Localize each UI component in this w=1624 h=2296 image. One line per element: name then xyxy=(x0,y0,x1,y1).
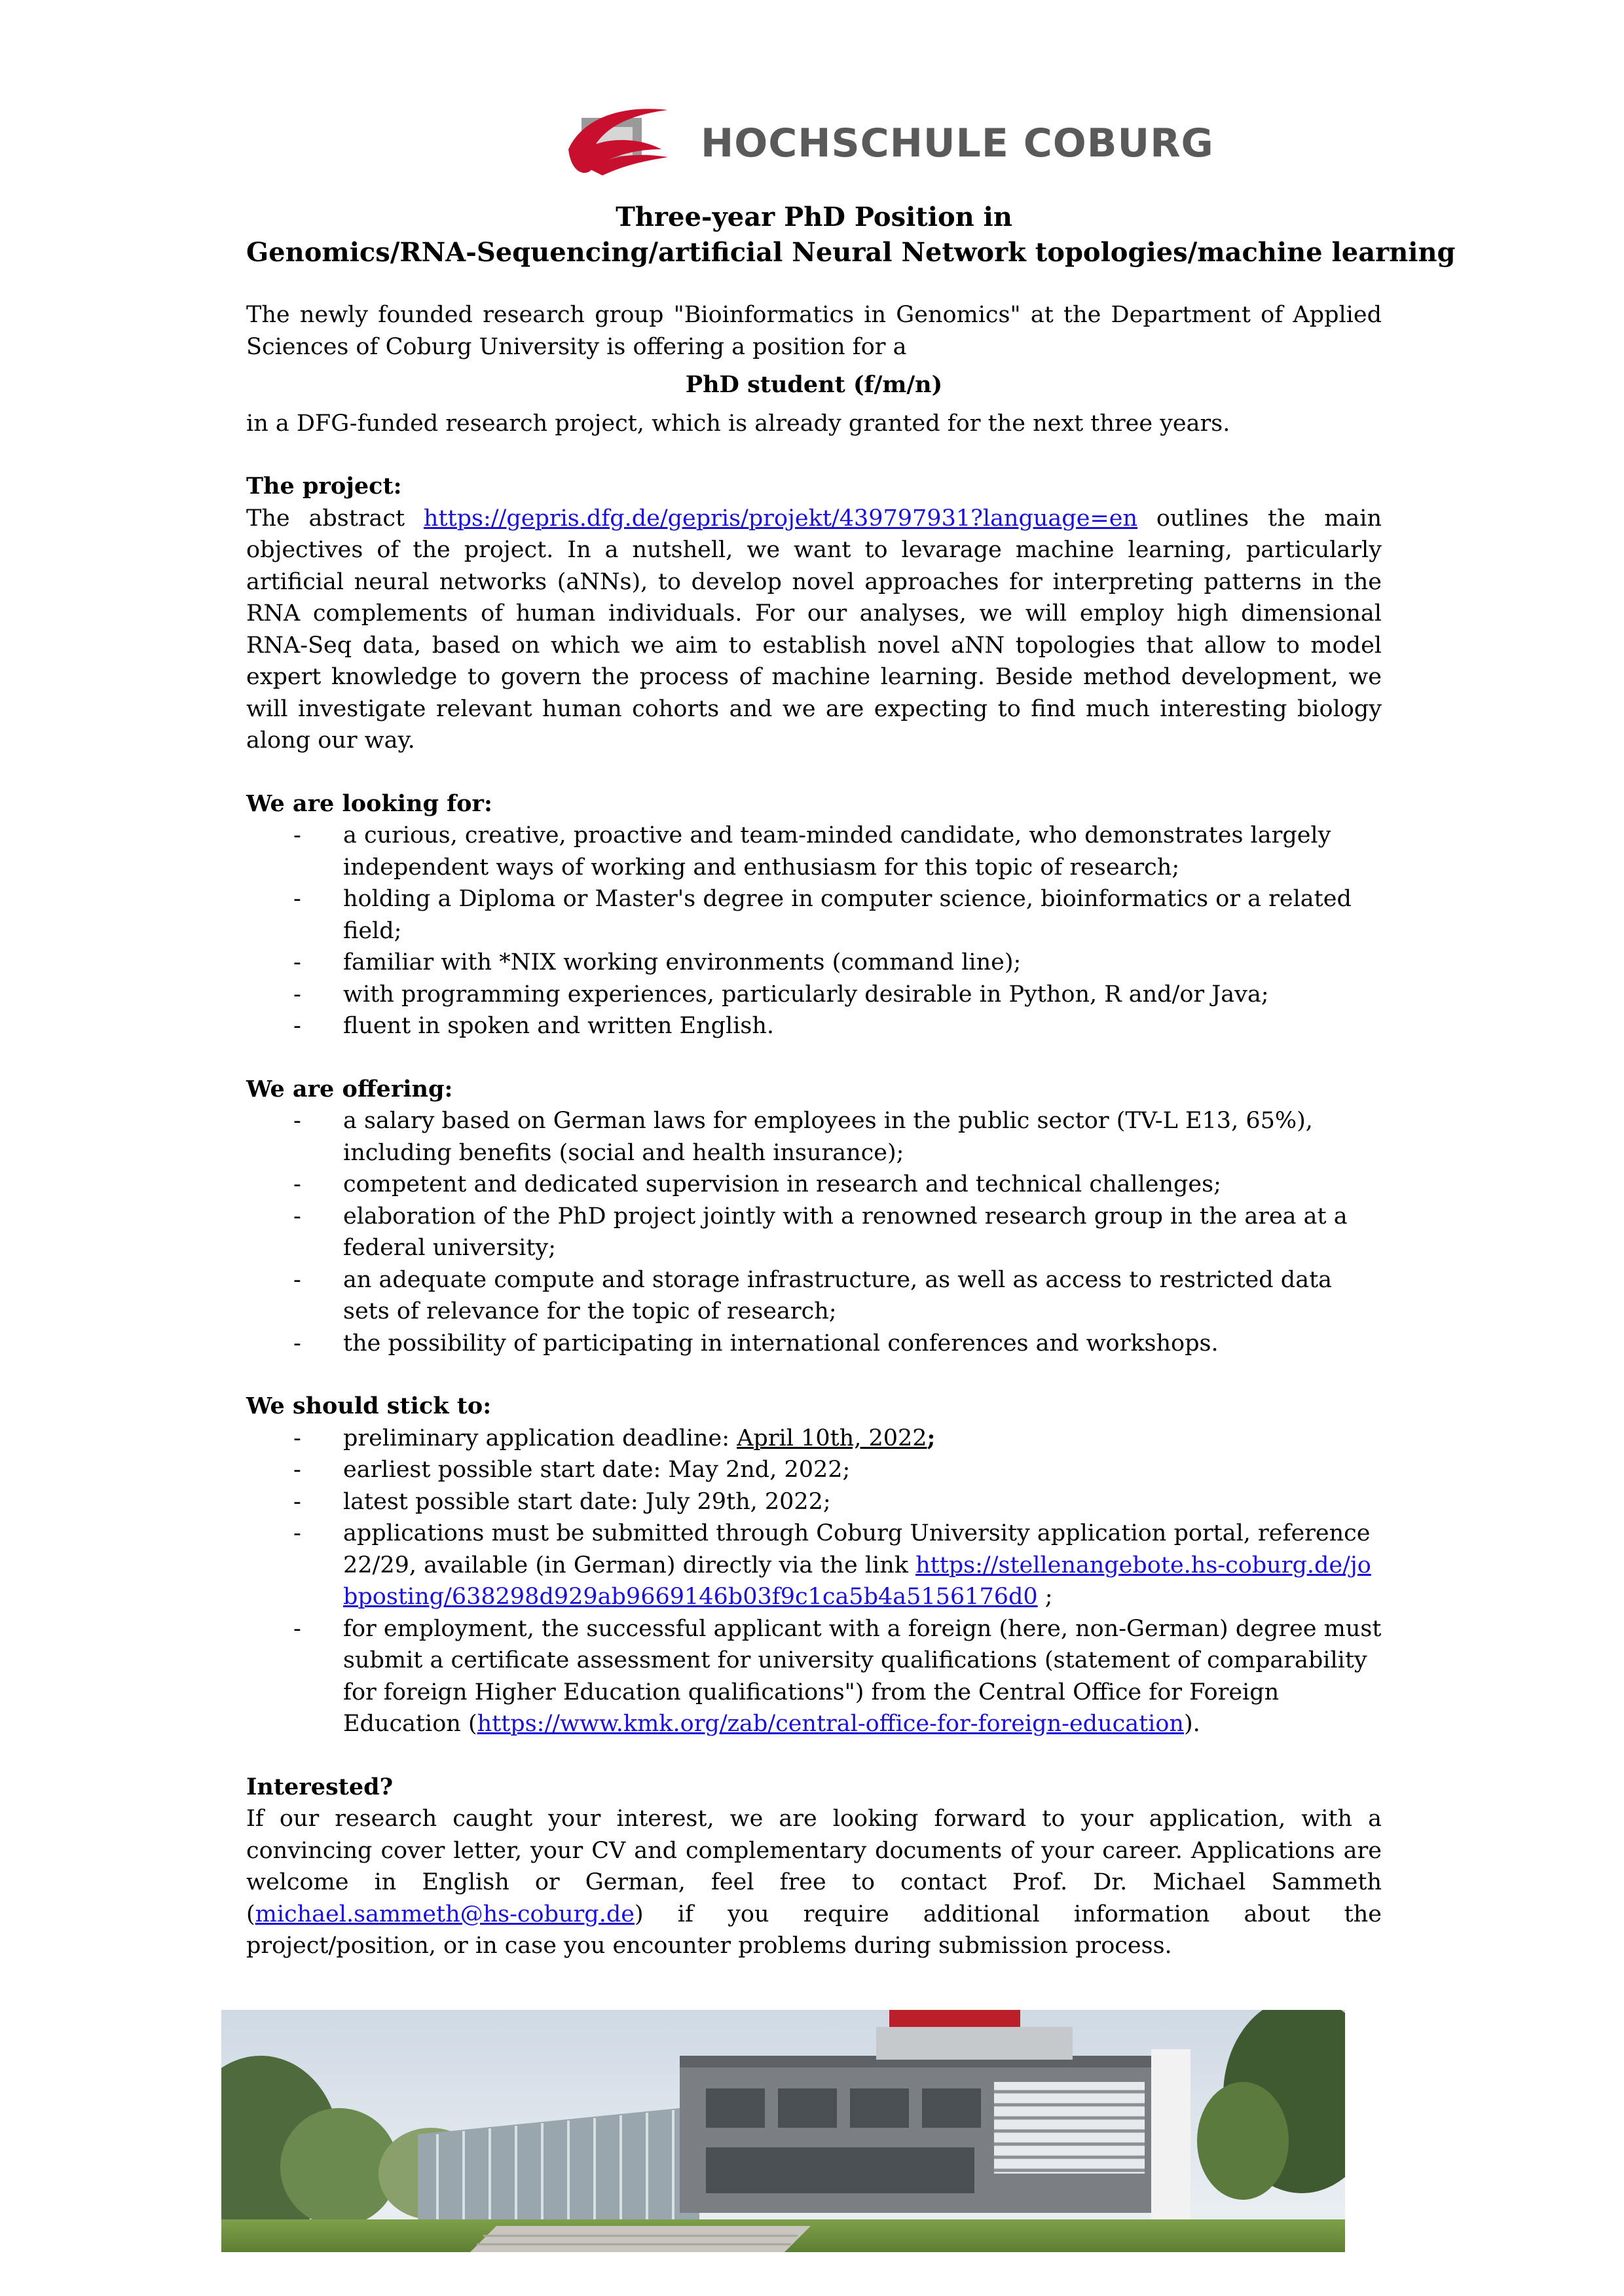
main-content xyxy=(246,200,1456,1962)
list-item: - with programming experiences, particularly desirable in Python, R and/or Java; xyxy=(246,979,1382,1011)
dash-bullet: - xyxy=(293,886,301,912)
dash-bullet: - xyxy=(293,1457,301,1483)
project-paragraph xyxy=(246,503,1382,757)
dash-bullet: - xyxy=(293,1013,301,1039)
logo-text: HOCHSCHULE COBURG xyxy=(701,120,1214,166)
dash-bullet: - xyxy=(293,981,301,1008)
dash-bullet: - xyxy=(293,1266,301,1293)
looking-heading: We are looking for: xyxy=(246,790,492,817)
application-portal-link[interactable]: https://stellenangebote.hs-coburg.de/jobposting/638298d929ab9669146b03f9c1ca5b4a5156176d0 xyxy=(343,1552,1371,1610)
dash-bullet: - xyxy=(293,949,301,975)
stick-heading: We should stick to: xyxy=(246,1393,492,1419)
title-line-1: Three-year PhD Position in xyxy=(616,202,1012,232)
zab-link[interactable]: https://www.kmk.org/zab/central-office-for-foreign-education xyxy=(477,1711,1184,1737)
list-item: - preliminary application deadline: April 10th, 2022; xyxy=(246,1423,1382,1455)
list-item: - familiar with *NIX working environments (command line); xyxy=(246,947,1382,979)
list-item: - a curious, creative, proactive and team-minded candidate, who demonstrates largely independent ways of working and enthusiasm for this topic of research; xyxy=(246,820,1382,883)
project-heading: The project: xyxy=(246,473,402,500)
list-item: - latest possible start date: July 29th, 2022; xyxy=(246,1486,1382,1518)
dash-bullet: - xyxy=(293,822,301,848)
interested-paragraph: If our research caught your interest, we are looking forward to your application, with a convincing cover letter, your CV and complementary documents of your career. Applications are welcome in English or German, feel free to contact Prof. Dr. Michael Sammeth (michael.sammeth@hs-coburg.de) if you require additional information about the project/position, or in case you encounter problems during submission process. xyxy=(246,1806,1382,1959)
list-item: - applications must be submitted through Coburg University application portal, reference 22/29, available (in German) directly via the link https://stellenangebote.hs-coburg.de/jobposting/638298d929ab9669146b03f9c1ca5b4a5156176d0 ; xyxy=(246,1518,1382,1613)
list-item: - competent and dedicated supervision in research and technical challenges; xyxy=(246,1169,1382,1201)
dash-bullet: - xyxy=(293,1171,301,1197)
campus-building-image xyxy=(221,2010,1345,2252)
offering-list xyxy=(246,1105,1382,1359)
title-line-2: Genomics/RNA-Sequencing/artificial Neural Network topologies/machine learning xyxy=(246,237,1456,268)
dash-bullet: - xyxy=(293,1615,301,1642)
logo-mark-icon xyxy=(563,98,694,180)
deadline-date: April 10th, 2022 xyxy=(737,1425,927,1451)
list-item: - fluent in spoken and written English. xyxy=(246,1010,1382,1042)
list-item: - elaboration of the PhD project jointly with a renowned research group in the area at a federal university; xyxy=(246,1201,1382,1264)
contact-email-link[interactable]: michael.sammeth@hs-coburg.de xyxy=(255,1901,635,1927)
dash-bullet: - xyxy=(293,1488,301,1515)
stick-list xyxy=(246,1423,1382,1740)
project-abstract-link[interactable]: https://gepris.dfg.de/gepris/projekt/439797931?language=en xyxy=(423,505,1137,532)
list-item: - holding a Diploma or Master's degree in computer science, bioinformatics or a related field; xyxy=(246,883,1382,947)
interested-heading: Interested? xyxy=(246,1773,394,1800)
dash-bullet: - xyxy=(293,1108,301,1134)
dash-bullet: - xyxy=(293,1520,301,1546)
building-illustration xyxy=(221,2010,1345,2252)
project-text-rest: outlines the main objectives of the project. In a nutshell, we want to levarage machine learning, particularly artificial neural networks (aNNs), to develop novel approaches for interpreting patterns in the RNA complements of human individuals. For our analyses, we will employ high dimensional RNA-Seq data, based on which we aim to establish novel aNN topologies that allow to model expert knowledge to govern the process of machine learning. Beside method development, we will investigate relevant human cohorts and we are expecting to find much interesting biology along our way. xyxy=(246,505,1382,754)
list-item: - earliest possible start date: May 2nd, 2022; xyxy=(246,1454,1382,1486)
list-item: - the possibility of participating in international conferences and workshops. xyxy=(246,1328,1382,1360)
list-item: - for employment, the successful applicant with a foreign (here, non-German) degree must submit a certificate assessment for university qualifications (statement of comparability for foreign Higher Education qualifications") from the Central Office for Foreign Education (https://www.kmk.org/zab/central-office-for-foreign-education). xyxy=(246,1613,1382,1740)
list-item: - an adequate compute and storage infrastructure, as well as access to restricted data sets of relevance for the topic of research; xyxy=(246,1264,1382,1328)
list-item: - a salary based on German laws for employees in the public sector (TV-L E13, 65%), including benefits (social and health insurance); xyxy=(246,1105,1382,1169)
university-logo xyxy=(563,98,1214,180)
intro-followup: in a DFG-funded research project, which is already granted for the next three years. xyxy=(246,410,1230,437)
offering-heading: We are offering: xyxy=(246,1075,453,1102)
position-title: PhD student (f/m/n) xyxy=(685,371,943,398)
project-text-start: The abstract xyxy=(246,505,424,532)
dash-bullet: - xyxy=(293,1330,301,1357)
page-title xyxy=(246,200,1456,270)
intro-paragraph: The newly founded research group "Bioinformatics in Genomics" at the Department of Applied Sciences of Coburg University is offering a position for a xyxy=(246,302,1382,360)
dash-bullet: - xyxy=(293,1425,301,1451)
dash-bullet: - xyxy=(293,1203,301,1230)
looking-list xyxy=(246,820,1382,1042)
